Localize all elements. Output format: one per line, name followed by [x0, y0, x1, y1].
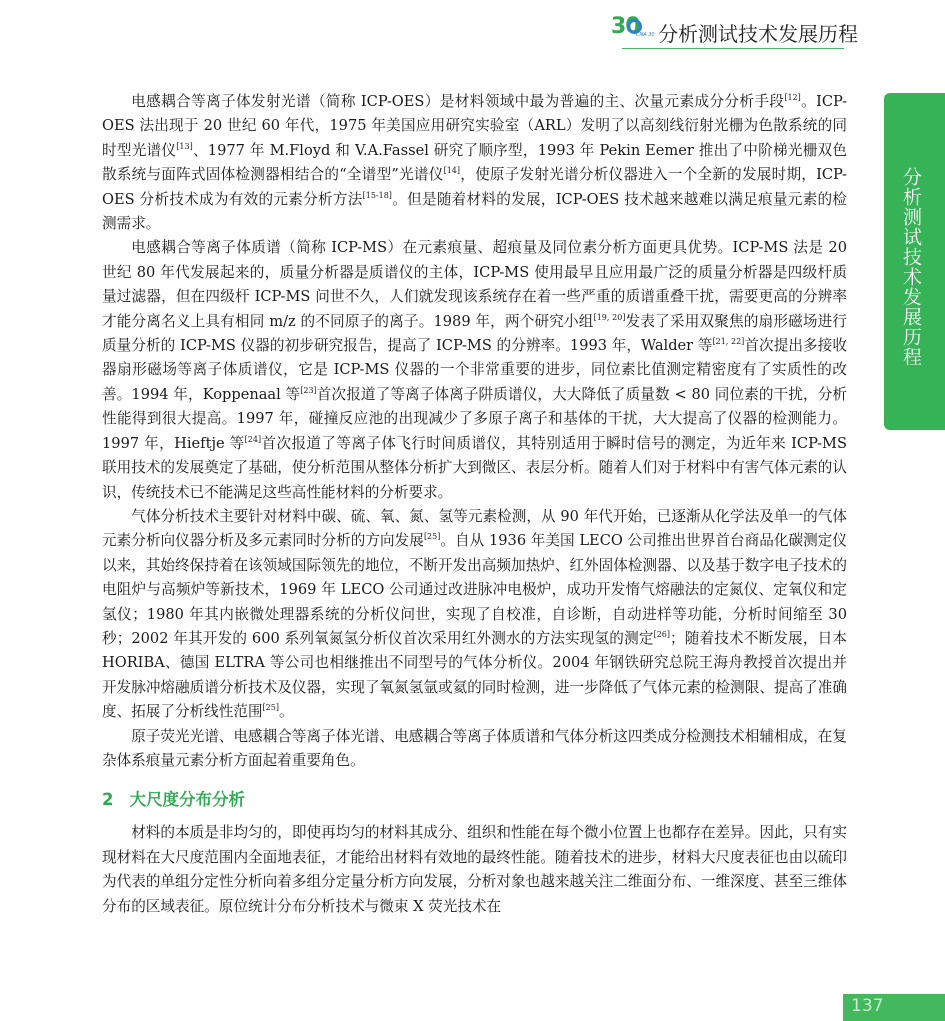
- citation: [24]: [244, 434, 262, 444]
- section-number: 2: [102, 790, 114, 810]
- text-run: 首次提出多接收器扇形磁场等离子体质谱仪，它是 ICP-MS 仪器的一个非常重要的进步，同位素比值测定精密度有了实质性的改善。1994 年，Koppenaal 等: [102, 337, 847, 403]
- logo-subtext: CNA 30: [636, 32, 655, 38]
- header-divider: [622, 48, 844, 49]
- running-header-title: 分析测试技术发展历程: [658, 22, 858, 46]
- text-run: 。ICP-OES 法出现于 20 世纪 60 年代，1975 年美国应用研究实验室（ARL）发明了以高刻线衍射光栅为色散系统的同时型光谱仪: [102, 93, 847, 159]
- text-run: 。: [278, 703, 294, 721]
- paragraph-icp-oes: [102, 90, 847, 236]
- section-heading: [102, 789, 847, 811]
- citation: [21, 22]: [712, 337, 745, 347]
- page-header: [0, 0, 945, 56]
- paragraph-large-scale: 材料的本质是非均匀的，即使再均匀的材料其成分、组织和性能在每个微小位置上也都存在差异。因此，只有实现材料在大尺度范围内全面地表征，才能给出材料有效地的最终性能。随着技术的进步，材料大尺度表征也由以硫印为代表的单组分定性分析向着多组分定量分析方向发展，分析对象也越来越关注二维面分布、一维深度、甚至三维体分布的区域表征。原位统计分布分析技术与微束 X 荧光技术在: [102, 824, 847, 915]
- text-run: 、1977 年 M.Floyd 和 V.A.Fassel 研究了顺序型，1993 年 Pekin Eemer 推出了中阶梯光栅双色散系统与面阵式固体检测器相结合的“全谱型”光谱仪: [102, 141, 847, 184]
- text-run: 气体分析技术主要针对材料中碳、硫、氧、氮、氢等元素检测，从 90 年代开始，已逐渐从化学法及单一的气体元素分析向仪器分析及多元素同时分析的方向发展: [102, 507, 847, 550]
- paragraph-summary: 原子荧光光谱、电感耦合等离子体光谱、电感耦合等离子体质谱和气体分析这四类成分检测技术相辅相成，在复杂体系痕量元素分析方面起着重要角色。: [102, 727, 847, 769]
- text-run: 电感耦合等离子体发射光谱（简称 ICP-OES）是材料领域中最为普遍的主、次量元素成分分析手段: [131, 93, 785, 110]
- paragraph-icp-ms: [102, 236, 847, 504]
- text-run: 。但是随着材料的发展，ICP-OES 技术越来越难以满足痕量元素的检测需求。: [102, 190, 847, 233]
- citation: [12]: [784, 93, 801, 102]
- citation: [15-18]: [362, 190, 392, 200]
- citation: [23]: [300, 385, 317, 395]
- page-number: 137: [851, 996, 884, 1016]
- text-run: 发表了采用双聚焦的扇形磁场进行质量分析的 ICP-MS 仪器的初步研究报告，提高了 ICP-MS 的分辨率。1993 年，Walder 等: [102, 312, 847, 355]
- paragraph-gas-analysis: [102, 505, 847, 725]
- text-run: 电感耦合等离子体质谱（简称 ICP-MS）在元素痕量、超痕量及同位素分析方面更具优势。ICP-MS 法是 20 世纪 80 年代发展起来的，质量分析器是质谱仪的主体，ICP-MS 使用最早且应用最广泛的质量分析器是四级杆质量过滤器，但在四级杆 ICP-MS 问世不久，人们就发现该系统存在着一些严重的质谱重叠干扰，需要更高的分辨率才能分离名义上具有相同 m/z 的不同原子的离子。1989 年，两个研究小组: [102, 239, 847, 330]
- text-run: 首次报道了等离子体飞行时间质谱仪，其特别适用于瞬时信号的测定，为近年来 ICP-MS 联用技术的发展奠定了基础，使分析范围从整体分析扩大到微区、表层分析。随着人们对于材料中有害气体元素的认识，传统技术已不能满足这些高性能材料的分析要求。: [102, 434, 847, 501]
- side-tab-label: 分析测试技术发展历程: [900, 167, 922, 367]
- side-chapter-tab: [884, 93, 945, 430]
- text-run: 首次报道了等离子体离子阱质谱仪，大大降低了质量数 < 80 同位素的干扰，分析性能得到很大提高。1997 年，碰撞反应池的出现减少了多原子离子和基体的干扰，大大提高了仪器的检测能力。1997 年，Hieftje 等: [102, 385, 848, 452]
- text-run: ；随着技术不断发展，日本 HORIBA、德国 ELTRA 等公司也相继推出不同型号的气体分析仪。2004 年钢铁研究总院王海舟教授首次提出并开发脉冲熔融质谱分析技术及仪器，实现了氧氮氢氩或氦的同时检测，进一步降低了气体元素的检测限、提高了准确度、拓展了分析线性范围: [102, 629, 847, 721]
- citation: [14]: [443, 166, 461, 176]
- citation: [25]: [262, 703, 279, 713]
- citation: [25]: [423, 532, 441, 542]
- citation: [26]: [653, 629, 671, 639]
- text-run: 。自从 1936 年美国 LECO 公司推出世界首台商品化碳测定仪以来，其始终保持着在该领域国际领先的地位，不断开发出高频加热炉、红外固体检测器、以及基于数字电子技术的电阻炉与高频炉等新技术，1969 年 LECO 公司通过改进脉冲电极炉，成功开发惰气熔融法的定氮仪、定氧仪和定氢仪；1980 年其内嵌微处理器系统的分析仪问世，实现了自校准，自诊断，自动进样等功能，分析时间缩至 30 秒；2002 年其开发的 600 系列氧氮氢分析仪首次采用红外测水的方法实现氢的测定: [102, 532, 847, 647]
- anniversary-logo: [611, 16, 655, 42]
- page-number-badge: [843, 994, 945, 1021]
- citation: [13]: [176, 141, 193, 151]
- logo-number: 30: [611, 14, 640, 39]
- article-body: [102, 90, 847, 919]
- citation: [19, 20]: [593, 312, 626, 322]
- section-title-text: 大尺度分布分析: [129, 790, 245, 810]
- text-run: ，使原子发射光谱分析仪器进入一个全新的发展时期，ICP-OES 分析技术成为有效的元素分析方法: [102, 166, 847, 208]
